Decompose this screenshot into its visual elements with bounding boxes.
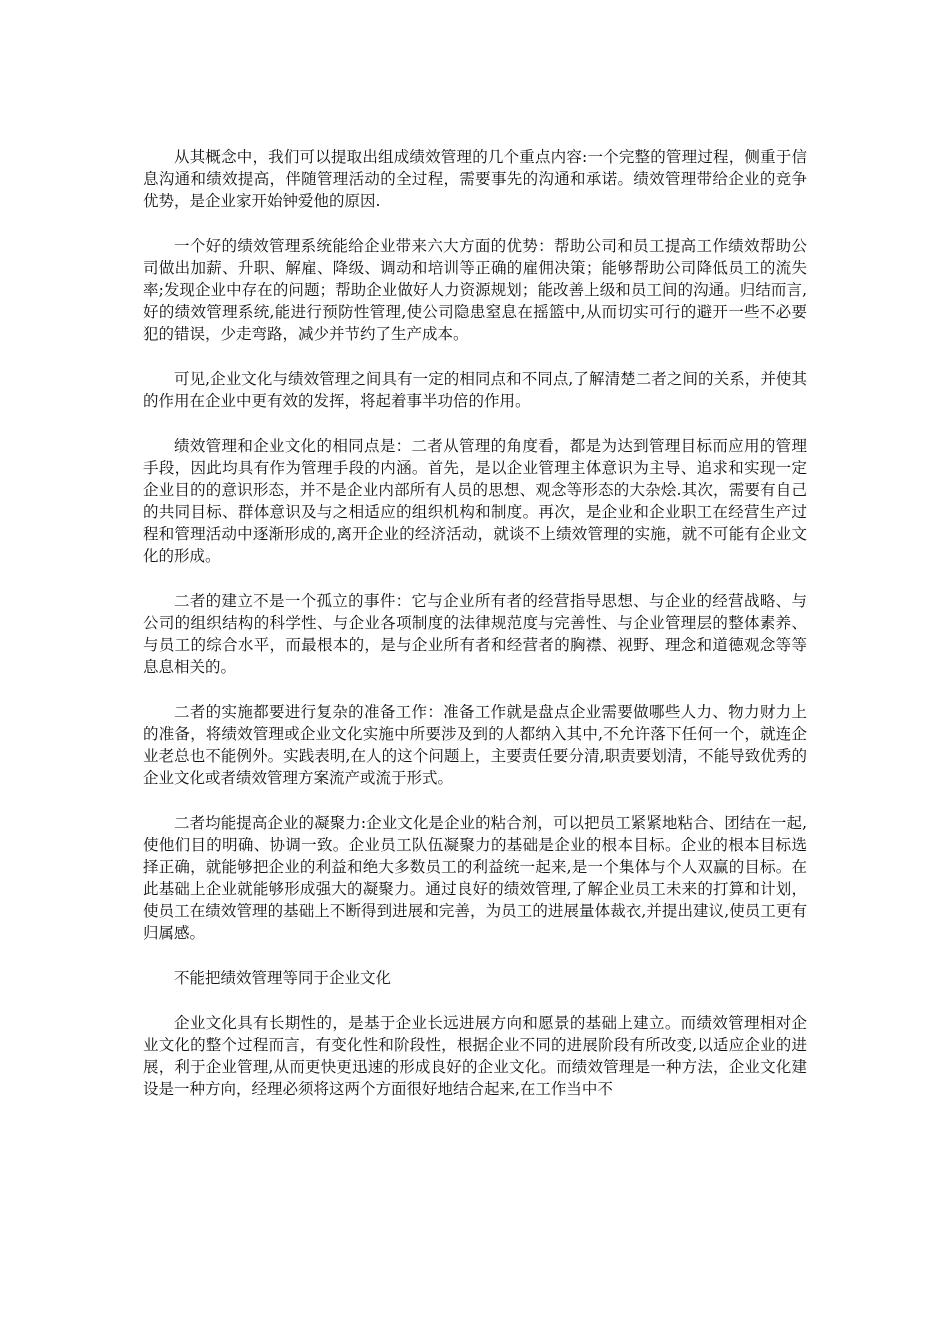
- paragraph-7: 二者均能提高企业的凝聚力:企业文化是企业的粘合剂，可以把员工紧紧地粘合、团结在一起,使他们目的明确、协调一致。企业员工队伍凝聚力的基础是企业的根本目标。企业的根本目标选择正确，就能够把企业的利益和绝大多数员工的利益统一起来,是一个集体与个人双赢的目标。在此基础上企业就能够形成强大的凝聚力。通过良好的绩效管理,了解企业员工未来的打算和计划，使员工在绩效管理的基础上不断得到进展和完善，为员工的进展量体裁衣,并提出建议,使员工更有归属感。: [143, 814, 807, 942]
- paragraph-3: 可见,企业文化与绩效管理之间具有一定的相同点和不同点,了解清楚二者之间的关系，并使其的作用在企业中更有效的发挥，将起着事半功倍的作用。: [143, 370, 807, 410]
- paragraph-9: 企业文化具有长期性的，是基于企业长远进展方向和愿景的基础上建立。而绩效管理相对企业文化的整个过程而言，有变化性和阶段性，根据企业不同的进展阶段有所改变,以适应企业的进展，利于企业管理,从而更快更迅速的形成良好的企业文化。而绩效管理是一种方法，企业文化建设是一种方向，经理必须将这两个方面很好地结合起来,在工作当中不: [143, 1014, 807, 1098]
- paragraph-2: 一个好的绩效管理系统能给企业带来六大方面的优势：帮助公司和员工提高工作绩效帮助公司做出加薪、升职、解雇、降级、调动和培训等正确的雇佣决策；能够帮助公司降低员工的流失率;发现企业中存在的问题；帮助企业做好人力资源规划；能改善上级和员工间的沟通。归结而言,好的绩效管理系统,能进行预防性管理,使公司隐患窒息在摇篮中,从而切实可行的避开一些不必要犯的错误，少走弯路，减少并节约了生产成本。: [143, 237, 807, 343]
- paragraph-4: 绩效管理和企业文化的相同点是：二者从管理的角度看，都是为达到管理目标而应用的管理手段，因此均具有作为管理手段的内涵。首先，是以企业管理主体意识为主导、追求和实现一定企业目的的意识形态，并不是企业内部所有人员的思想、观念等形态的大杂烩.其次，需要有自己的共同目标、群体意识及与之相适应的组织机构和制度。再次，是企业和企业职工在经营生产过程和管理活动中逐渐形成的,离开企业的经济活动，就谈不上绩效管理的实施，就不可能有企业文化的形成。: [143, 437, 807, 565]
- paragraph-1: 从其概念中，我们可以提取出组成绩效管理的几个重点内容:一个完整的管理过程，侧重于信息沟通和绩效提高，伴随管理活动的全过程，需要事先的沟通和承诺。绩效管理带给企业的竞争优势，是企业家开始钟爱他的原因.: [143, 148, 807, 210]
- document-body: [143, 146, 807, 1123]
- section-heading: 不能把绩效管理等同于企业文化: [174, 969, 392, 987]
- paragraph-5: 二者的建立不是一个孤立的事件：它与企业所有者的经营指导思想、与企业的经营战略、与公司的组织结构的科学性、与企业各项制度的法律规范度与完善性、与企业管理层的整体素养、与员工的综合水平，而最根本的，是与企业所有者和经营者的胸襟、视野、理念和道德观念等等息息相关的。: [143, 592, 807, 676]
- paragraph-6: 二者的实施都要进行复杂的准备工作：准备工作就是盘点企业需要做哪些人力、物力财力上的准备，将绩效管理或企业文化实施中所要涉及到的人都纳入其中,不允许落下任何一个，就连企业老总也不能例外。实践表明,在人的这个问题上，主要责任要分清,职责要划清，不能导致优秀的企业文化或者绩效管理方案流产或流于形式。: [143, 703, 807, 787]
